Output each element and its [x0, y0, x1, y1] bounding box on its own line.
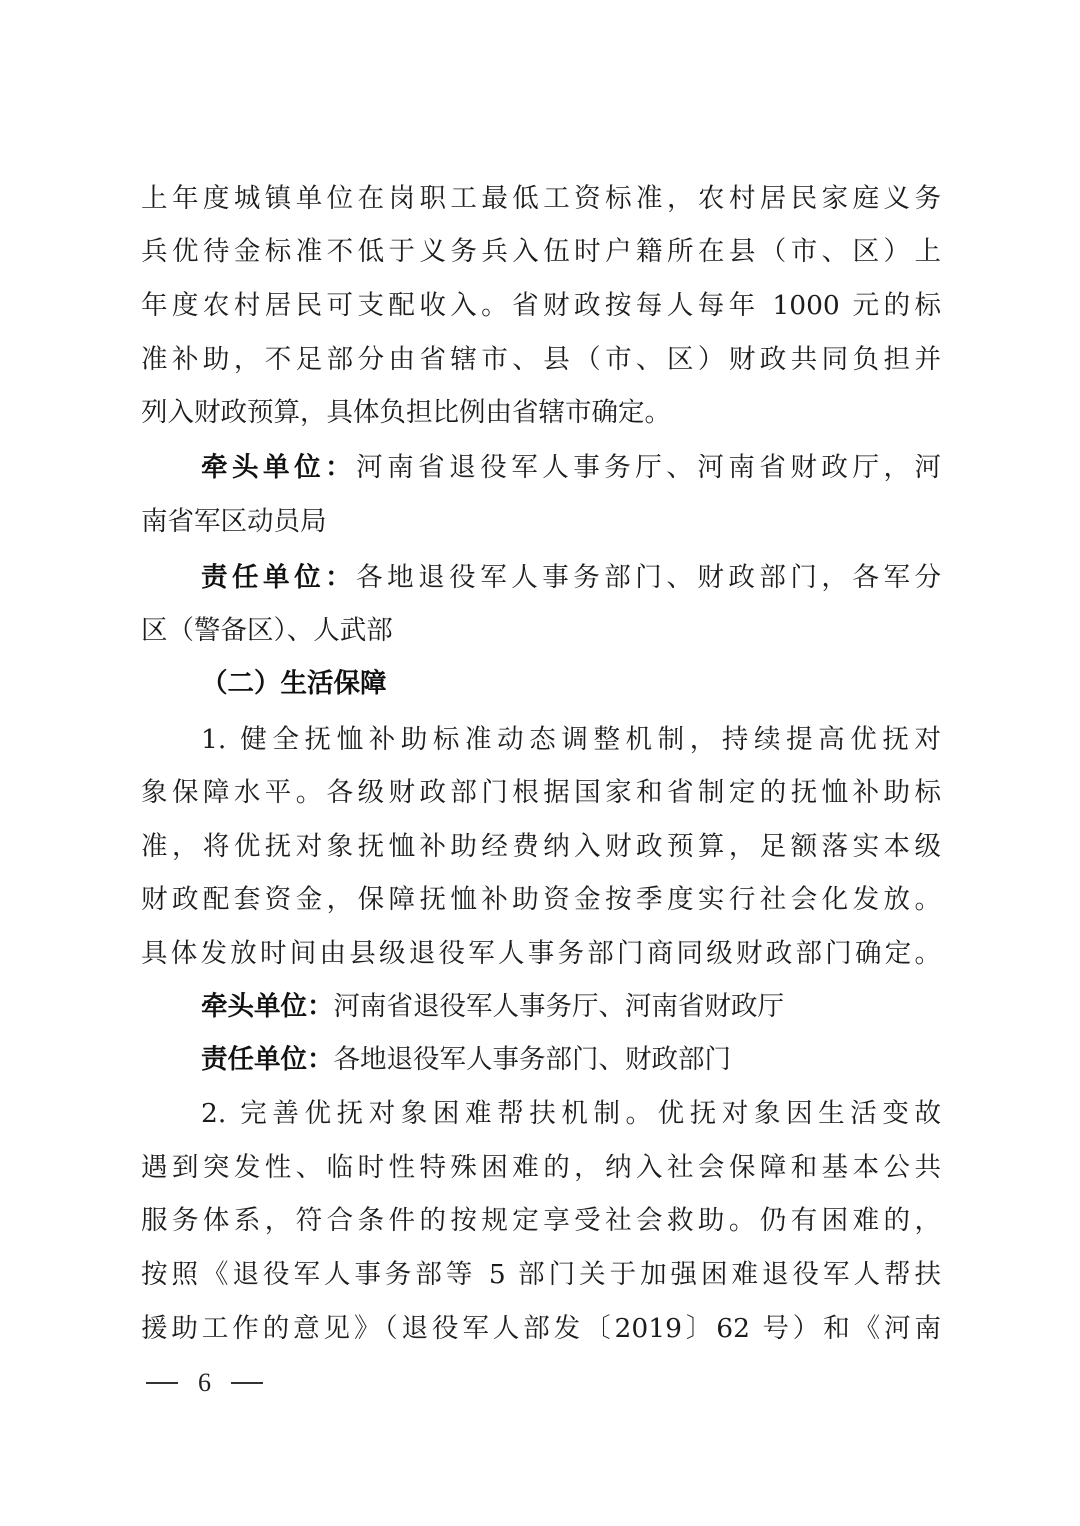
- responsible-unit-text: 各地退役军人事务部门、财政部门: [333, 1044, 731, 1075]
- body-text-line: 兵优待金标准不低于义务兵入伍时户籍所在县（市、区）上: [141, 236, 941, 267]
- responsible-unit-continuation: 区（警备区）、人武部: [141, 615, 393, 646]
- lead-unit-label: 牵头单位：: [201, 452, 357, 483]
- body-text-line: 财政配套资金，保障抚恤补助资金按季度实行社会化发放。: [141, 884, 941, 915]
- body-text-line: 准补助，不足部分由省辖市、县（市、区）财政共同负担并: [141, 344, 941, 375]
- lead-unit-line: [201, 441, 941, 494]
- lead-unit-line: [201, 980, 784, 1033]
- page-number-dash-right: [231, 1382, 263, 1384]
- body-text-line: 按照《退役军人事务部等 5 部门关于加强困难退役军人帮扶: [141, 1259, 941, 1290]
- page-number-dash-left: [146, 1382, 178, 1384]
- lead-unit-label: 牵头单位：: [201, 991, 334, 1022]
- body-text-line: 象保障水平。各级财政部门根据国家和省制定的抚恤补助标: [141, 777, 941, 808]
- lead-unit-continuation: 南省军区动员局: [141, 506, 327, 537]
- lead-unit-text: 河南省退役军人事务厅、河南省财政厅，河: [356, 452, 942, 483]
- responsible-unit-line: [201, 1033, 731, 1086]
- responsible-unit-line: [201, 551, 941, 604]
- page-number: 6: [198, 1368, 211, 1397]
- body-text-line: 列入财政预算，具体负担比例由省辖市确定。: [141, 397, 671, 428]
- responsible-unit-label: 责任单位：: [201, 1044, 334, 1075]
- body-text-line: 服务体系，符合条件的按规定享受社会救助。仍有困难的，: [141, 1205, 941, 1236]
- body-text-line: 援助工作的意见》（退役军人部发〔2019〕62 号）和《河南: [141, 1313, 941, 1344]
- body-text-line: 准，将优抚对象抚恤补助经费纳入财政预算，足额落实本级: [141, 831, 941, 862]
- body-text-line: 上年度城镇单位在岗职工最低工资标准，农村居民家庭义务: [141, 183, 941, 214]
- lead-unit-text: 河南省退役军人事务厅、河南省财政厅: [333, 991, 784, 1022]
- responsible-unit-label: 责任单位：: [201, 562, 357, 593]
- page-number-footer: [146, 1363, 263, 1403]
- responsible-unit-text: 各地退役军人事务部门、财政部门，各军分: [356, 562, 942, 593]
- body-text-line: 1. 健全抚恤补助标准动态调整机制，持续提高优抚对: [201, 724, 941, 755]
- body-text-line: 年度农村居民可支配收入。省财政按每人每年 1000 元的标: [141, 290, 941, 321]
- body-text-line: 具体发放时间由县级退役军人事务部门商同级财政部门确定。: [141, 938, 941, 969]
- body-text-line: 遇到突发性、临时性特殊困难的，纳入社会保障和基本公共: [141, 1152, 941, 1183]
- section-heading: （二）生活保障: [201, 668, 387, 699]
- body-text-line: 2. 完善优抚对象困难帮扶机制。优抚对象因生活变故: [201, 1098, 941, 1129]
